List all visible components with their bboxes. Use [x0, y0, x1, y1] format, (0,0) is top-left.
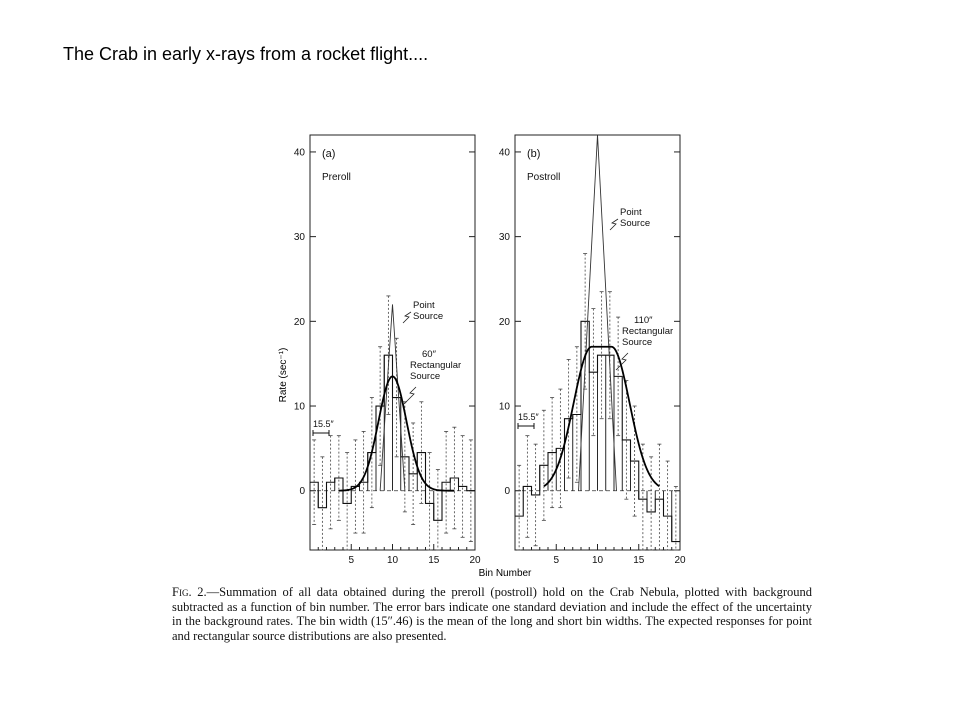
- y-axis-label: Rate (sec⁻¹): [278, 347, 289, 403]
- panel-label: (a): [322, 148, 336, 160]
- rectangular-source-curve: [339, 376, 455, 490]
- y-tick-label: 0: [299, 486, 305, 498]
- x-tick-label: 20: [469, 555, 481, 566]
- annotation-label: Source: [620, 218, 651, 229]
- annotation-label: Point: [620, 207, 642, 218]
- y-tick-label: 30: [498, 232, 510, 244]
- panel-preroll: [294, 135, 481, 566]
- scale-bar-label: 15.5″: [313, 419, 334, 429]
- x-tick-label: 5: [348, 555, 355, 566]
- annotation-label: 60″: [422, 349, 436, 360]
- panel-title: Postroll: [527, 172, 561, 183]
- x-tick-label: 15: [633, 555, 645, 566]
- y-tick-label: 20: [498, 316, 510, 328]
- x-tick-label: 5: [553, 555, 560, 566]
- panel-label: (b): [527, 148, 541, 160]
- annotation-label: Source: [413, 311, 444, 322]
- panel-postroll: [499, 135, 686, 566]
- x-tick-label: 10: [386, 555, 399, 566]
- y-tick-label: 20: [293, 316, 305, 328]
- annotation-label: Source: [622, 337, 653, 348]
- slide-title: The Crab in early x-rays from a rocket flight....: [63, 44, 429, 64]
- annotation-label: Rectangular: [622, 326, 674, 337]
- chart-figure-svg: [270, 130, 690, 585]
- caption-lead: Fig. 2.: [172, 585, 207, 599]
- y-tick-label: 10: [293, 401, 305, 413]
- x-tick-label: 10: [591, 555, 604, 566]
- y-tick-label: 30: [293, 232, 305, 244]
- figure: [270, 130, 690, 585]
- y-tick-label: 40: [498, 147, 510, 159]
- annotation-leader: [403, 312, 411, 323]
- annotation-label: Source: [410, 371, 441, 382]
- annotation-label: Rectangular: [410, 360, 462, 371]
- annotation-leader: [610, 219, 618, 230]
- y-tick-label: 10: [498, 401, 510, 413]
- figure-caption: [172, 585, 812, 643]
- y-tick-label: 0: [504, 486, 510, 498]
- x-tick-label: 20: [674, 555, 686, 566]
- x-axis-label: Bin Number: [478, 568, 532, 579]
- scale-bar-label: 15.5″: [518, 412, 539, 422]
- annotation-label: 110″: [634, 315, 653, 326]
- panel-title: Preroll: [322, 172, 351, 183]
- annotation-label: Point: [413, 300, 435, 311]
- caption-text: —Summation of all data obtained during the preroll (postroll) hold on the Crab Nebula, plotted with background subtracted as a function of bin number. The error bars indicate one standard deviation and include the effect of the uncertainty in the background rates. The bin width (15″.46) is the mean of the long and short bin widths. The expected responses for point and rectangular source distributions are also presented.: [172, 585, 812, 643]
- x-tick-label: 15: [428, 555, 440, 566]
- y-tick-label: 40: [293, 147, 305, 159]
